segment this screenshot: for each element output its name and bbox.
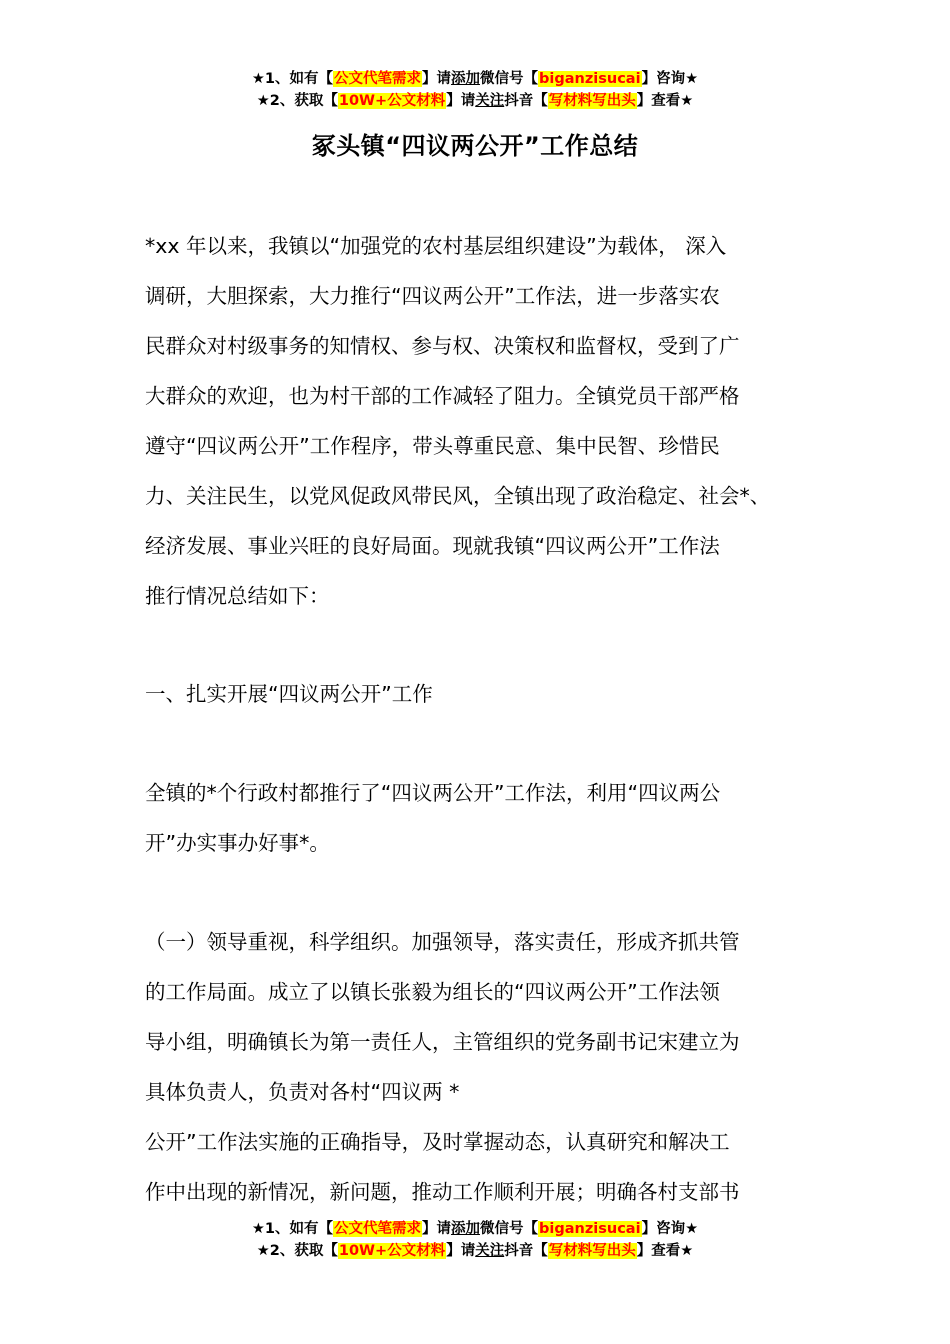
highlight-douyin: 写材料写出头 xyxy=(548,1243,636,1259)
highlight-materials: 10W+公文材料 xyxy=(338,93,446,109)
document-title: 冢头镇“四议两公开”工作总结 xyxy=(311,132,639,160)
banner-line-2: ★2、获取【10W+公文材料】请关注抖音【写材料写出头】查看★ xyxy=(256,1243,694,1259)
text-line: （一）领导重视，科学组织。加强领导，落实责任，形成齐抓共管 xyxy=(145,930,740,954)
highlight-materials: 10W+公文材料 xyxy=(338,1243,446,1259)
paragraph-leadership xyxy=(145,917,815,1217)
heading-text: 一、扎实开展“四议两公开”工作 xyxy=(145,682,433,706)
text-line: 经济发展、事业兴旺的良好局面。现就我镇“四议两公开”工作法 xyxy=(145,534,720,558)
text-line: 的工作局面。成立了以镇长张毅为组长的“四议两公开”工作法领 xyxy=(145,980,720,1004)
footer-banner xyxy=(0,1218,950,1262)
text-line: 推行情况总结如下： xyxy=(145,584,330,608)
highlight-service: 公文代笔需求 xyxy=(334,71,422,87)
text-line: 全镇的*个行政村都推行了“四议两公开”工作法，利用“四议两公 xyxy=(145,781,721,805)
text-line: 导小组，明确镇长为第一责任人，主管组织的党务副书记宋建立为 xyxy=(145,1030,740,1054)
banner-line-1: ★1、如有【公文代笔需求】请添加微信号【biganzisucai】咨询★ xyxy=(251,71,699,87)
text-line: 具体负责人，负责对各村“四议两 * xyxy=(145,1080,460,1104)
section-heading xyxy=(145,669,815,719)
paragraph-villages xyxy=(145,768,815,868)
text-line: 作中出现的新情况，新问题，推动工作顺利开展；明确各村支部书 xyxy=(145,1180,740,1204)
highlight-douyin: 写材料写出头 xyxy=(548,93,636,109)
text-line: 大群众的欢迎，也为村干部的工作减轻了阻力。全镇党员干部严格 xyxy=(145,384,740,408)
highlight-service: 公文代笔需求 xyxy=(334,1221,422,1237)
highlight-wechat-id: biganzisucai xyxy=(539,1221,641,1237)
text-line: 遵守“四议两公开”工作程序，带头尊重民意、集中民智、珍惜民 xyxy=(145,434,720,458)
text-line: 开”办实事办好事*。 xyxy=(145,831,330,855)
banner-line-2: ★2、获取【10W+公文材料】请关注抖音【写材料写出头】查看★ xyxy=(256,93,694,109)
text-line: 民群众对村级事务的知情权、参与权、决策权和监督权，受到了广 xyxy=(145,334,740,358)
banner-line-1: ★1、如有【公文代笔需求】请添加微信号【biganzisucai】咨询★ xyxy=(251,1221,699,1237)
text-line: 公开”工作法实施的正确指导，及时掌握动态，认真研究和解决工 xyxy=(145,1130,730,1154)
intro-paragraph xyxy=(145,221,815,621)
text-line: *xx 年以来，我镇以“加强党的农村基层组织建设”为载体， 深入 xyxy=(145,234,727,258)
highlight-wechat-id: biganzisucai xyxy=(539,71,641,87)
text-line: 调研，大胆探索，大力推行“四议两公开”工作法，进一步落实农 xyxy=(145,284,720,308)
text-line: 力、关注民生，以党风促政风带民风，全镇出现了政治稳定、社会*、 xyxy=(145,484,771,508)
header-banner xyxy=(0,68,950,112)
